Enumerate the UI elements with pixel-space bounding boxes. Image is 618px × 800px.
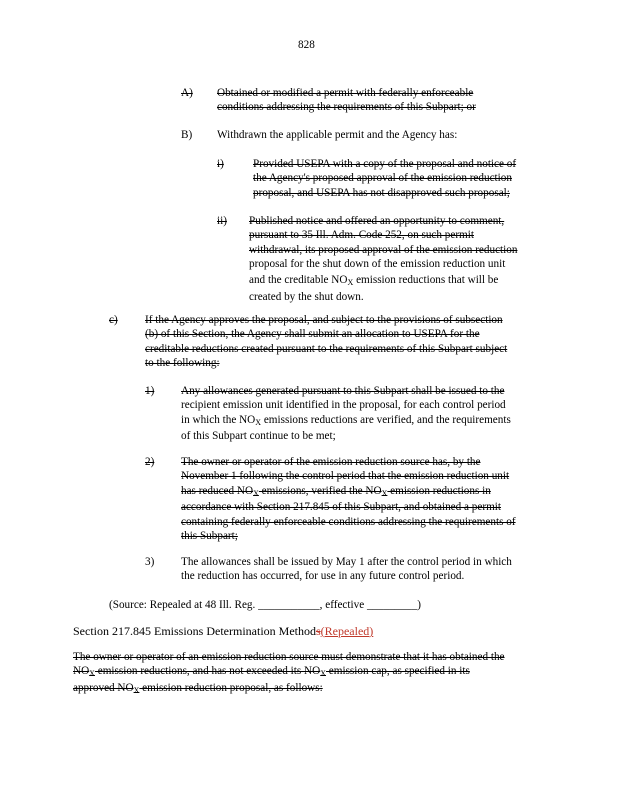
section-heading [73, 624, 373, 638]
item-3-line-2: the reduction has occurred, for use in any future control period. [181, 570, 465, 583]
closing-line-2: NOX emission reductions, and has not exceeded its NOX emission cap, as specified in its [73, 665, 470, 679]
closing-line-3: approved NOX emission reduction proposal, as follows: [73, 681, 323, 695]
item-1-marker: 1) [145, 385, 155, 397]
item-b-i-line-3: proposal, and USEPA has not disapproved such proposal; [253, 186, 510, 199]
source-note: (Source: Repealed at 48 Ill. Reg. ___________, effective _________) [109, 599, 422, 611]
item-2-line-1: The owner or operator of the emission reduction source has, by the [181, 456, 481, 468]
item-a-marker: A) [181, 87, 193, 99]
item-1-text [181, 384, 511, 444]
item-3-line-1: The allowances shall be issued by May 1 after the control period in which [181, 556, 512, 568]
item-2-line-6: this Subpart; [181, 530, 238, 543]
item-3-text [181, 555, 512, 584]
item-c-text [145, 313, 507, 371]
item-c-line-2: (b) of this Section, the Agency shall submit an allocation to USEPA for the [145, 328, 480, 341]
section-heading-text: Section 217.845 Emissions Determination Method [73, 624, 316, 638]
item-b-ii-text [249, 214, 517, 304]
item-a-text [217, 86, 476, 115]
section-heading-repealed: (Repealed) [320, 624, 374, 638]
item-c-marker: c) [109, 314, 118, 326]
item-b-ii-line-3: withdrawal, its proposed approval of the emission reduction [249, 243, 518, 256]
item-1-line-2: recipient emission unit identified in the proposal, for each control period [181, 399, 506, 412]
section-heading-struck-char: s [315, 624, 321, 638]
item-2-line-2: November 1 following the control period that the emission reduction unit [181, 470, 510, 483]
item-b-i-text [253, 157, 516, 200]
item-3-marker: 3) [145, 556, 155, 568]
item-2-text [181, 455, 516, 543]
item-b-i-line-2: the Agency's proposed approval of the emission reduction [253, 172, 512, 185]
item-b-ii-marker: ii) [217, 215, 227, 227]
item-b-ii-line-2: pursuant to 35 Ill. Adm. Code 252, on such permit [249, 229, 474, 242]
item-b-ii-line-6: created by the shut down. [249, 291, 364, 304]
item-c-line-3: creditable reductions created pursuant to the requirements of this Subpart subject [145, 342, 508, 355]
page-number: 828 [298, 39, 315, 51]
closing-paragraph [73, 650, 505, 696]
item-c-line-4: to the following: [145, 357, 220, 370]
item-2-line-3: has reduced NOX emissions, verified the NOX emission reductions in [181, 484, 491, 498]
item-a-line-2: conditions addressing the requirements of this Subpart; or [217, 101, 476, 114]
item-b-text: Withdrawn the applicable permit and the Agency has: [217, 129, 458, 141]
item-2-line-5: containing federally enforceable conditions addressing the requirements of [181, 515, 516, 528]
item-1-line-3: in which the NOX emissions reductions are verified, and the requirements [181, 413, 511, 427]
item-c-line-1: If the Agency approves the proposal, and subject to the provisions of subsection [145, 314, 503, 326]
item-1-line-4: of this Subpart continue to be met; [181, 430, 336, 443]
item-2-line-4: accordance with Section 217.845 of this Subpart, and obtained a permit [181, 501, 502, 514]
item-2-marker: 2) [145, 456, 155, 468]
item-b-ii-line-4: proposal for the shut down of the emission reduction unit [249, 258, 506, 271]
item-1-line-1: Any allowances generated pursuant to this Subpart shall be issued to the [181, 385, 505, 397]
item-b-ii-line-5: and the creditable NOX emission reductions that will be [249, 273, 499, 287]
item-b-ii-line-1: Published notice and offered an opportunity to comment, [249, 215, 505, 227]
closing-line-1: The owner or operator of an emission reduction source must demonstrate that it has obtained the [73, 651, 505, 663]
item-b-marker: B) [181, 129, 193, 141]
item-b-i-line-1: Provided USEPA with a copy of the proposal and notice of [253, 158, 517, 170]
item-b-i-marker: i) [217, 158, 224, 170]
item-a-line-1: Obtained or modified a permit with federally enforceable [217, 87, 474, 99]
